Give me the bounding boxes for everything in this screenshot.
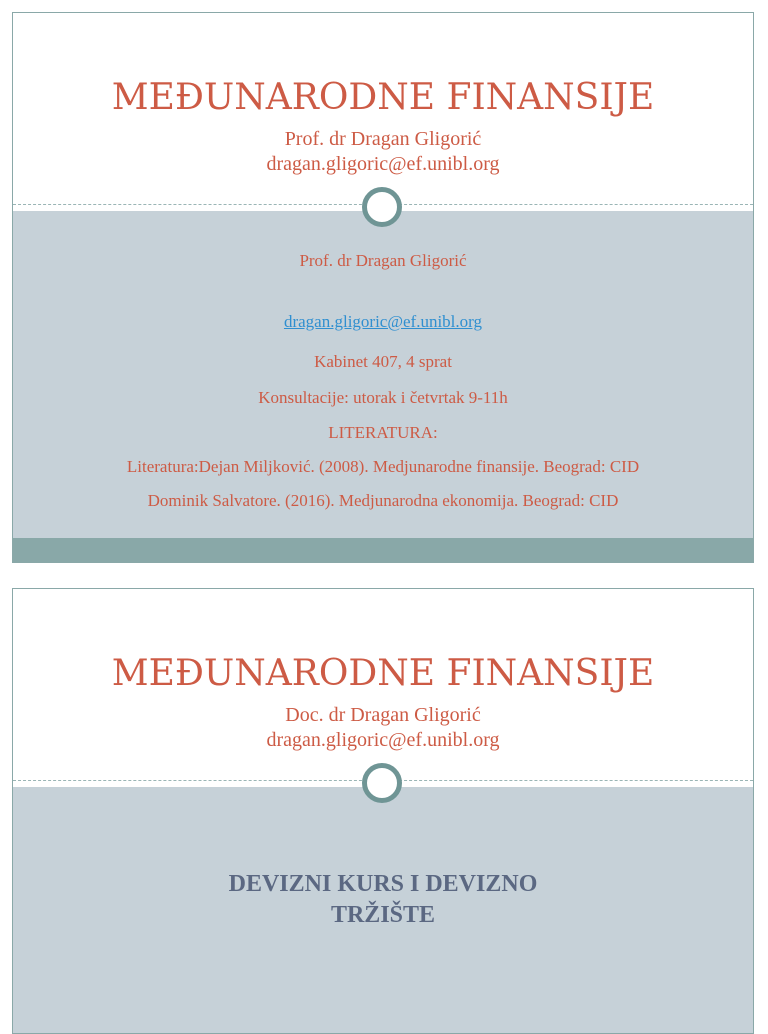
content-consultations: Konsultacije: utorak i četvrtak 9-11h [258,388,508,407]
ring-circle-icon [362,187,402,227]
content-email [13,312,753,332]
slide-2 [12,588,754,1034]
slide-1-footer-bar [13,538,753,563]
ring-circle-icon [362,763,402,803]
topic-line-2: TRŽIŠTE [330,902,436,928]
content-literature-heading: LITERATURA: [328,423,438,442]
slide-2-subtitle-name: Doc. dr Dragan Gligorić [285,704,481,726]
slide-2-content-panel [13,787,753,1034]
slide-1-content-panel [13,211,753,538]
topic-line-1: DEVIZNI KURS I DEVIZNO [228,871,538,897]
content-literature-2: Dominik Salvatore. (2016). Medjunarodna ekonomija. Beograd: CID [147,491,619,510]
slide-1 [12,12,754,563]
slide-2-subtitle-email: dragan.gligoric@ef.unibl.org [266,729,500,751]
content-name: Prof. dr Dragan Gligorić [299,251,467,270]
slide-1-subtitle-email: dragan.gligoric@ef.unibl.org [266,153,500,175]
content-office: Kabinet 407, 4 sprat [314,352,452,371]
slide-1-title: MEĐUNARODNE FINANSIJE [111,77,655,118]
slide-2-title: MEĐUNARODNE FINANSIJE [111,653,655,694]
slide-1-subtitle-name: Prof. dr Dragan Gligorić [284,128,482,150]
email-link[interactable]: dragan.gligoric@ef.unibl.org [283,312,483,331]
content-literature-1: Literatura:Dejan Miljković. (2008). Medjunarodne finansije. Beograd: CID [126,457,640,476]
